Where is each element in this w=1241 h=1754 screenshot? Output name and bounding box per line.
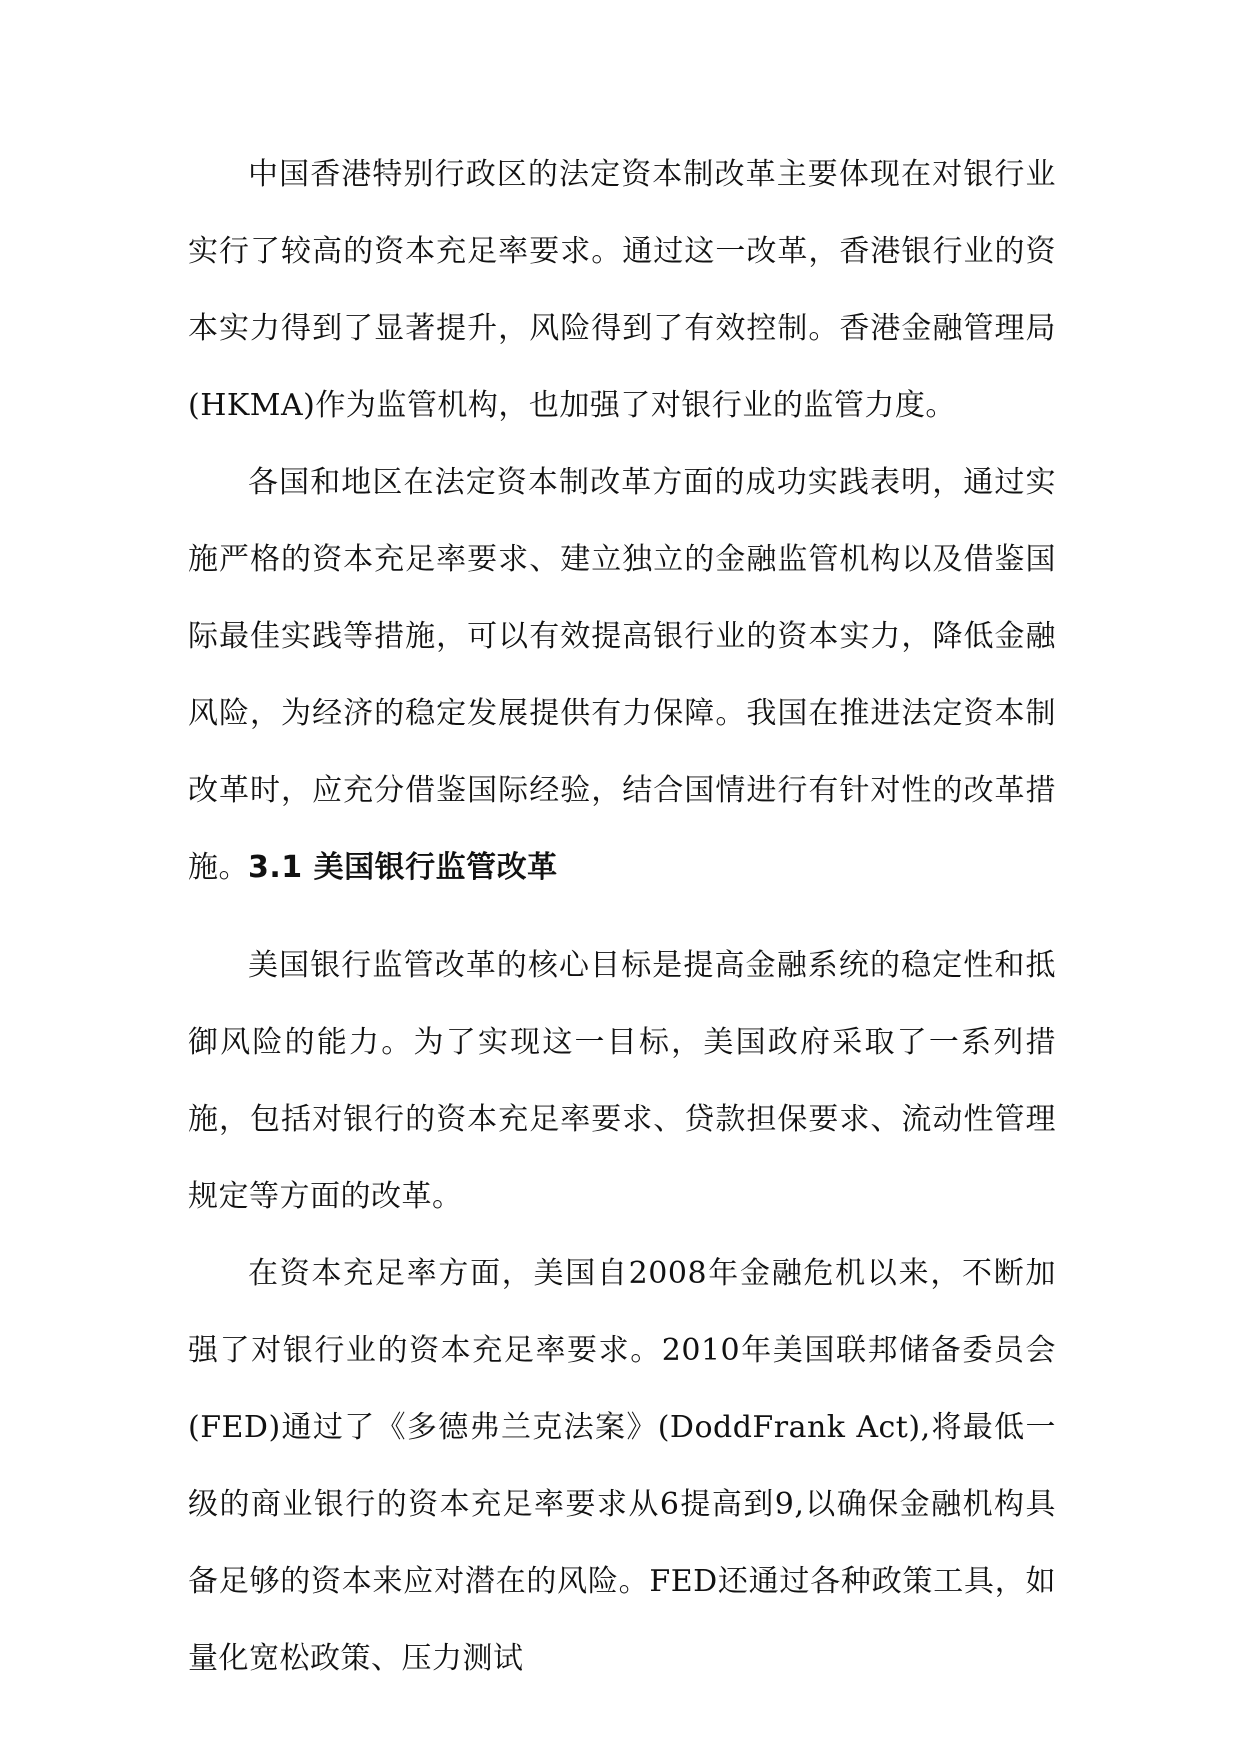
section-heading: 3.1 美国银行监管改革 (248, 850, 558, 885)
body-paragraph: 中国香港特别行政区的法定资本制改革主要体现在对银行业实行了较高的资本充足率要求。通过这一改革，香港银行业的资本实力得到了显著提升，风险得到了有效控制。香港金融管理局(HKMA)作为监管机构，也加强了对银行业的监管力度。 (188, 157, 1056, 423)
body-paragraph: 在资本充足率方面，美国自2008年金融危机以来，不断加强了对银行业的资本充足率要求。2010年美国联邦储备委员会(FED)通过了《多德弗兰克法案》(DoddFrank Act),将最低一级的商业银行的资本充足率要求从6提高到9,以确保金融机构具备足够的资本来应对潜在的风险。FED还通过各种政策工具，如量化宽松政策、压力测试 (188, 1256, 1056, 1676)
body-paragraph: 美国银行监管改革的核心目标是提高金融系统的稳定性和抵御风险的能力。为了实现这一目标，美国政府采取了一系列措施，包括对银行的资本充足率要求、贷款担保要求、流动性管理规定等方面的改革。 (188, 948, 1056, 1214)
body-paragraph: 各国和地区在法定资本制改革方面的成功实践表明，通过实施严格的资本充足率要求、建立独立的金融监管机构以及借鉴国际最佳实践等措施，可以有效提高银行业的资本实力，降低金融风险，为经济的稳定发展提供有力保障。我国在推进法定资本制改革时，应充分借鉴国际经验，结合国情进行有针对性的改革措施。 (188, 465, 1056, 885)
